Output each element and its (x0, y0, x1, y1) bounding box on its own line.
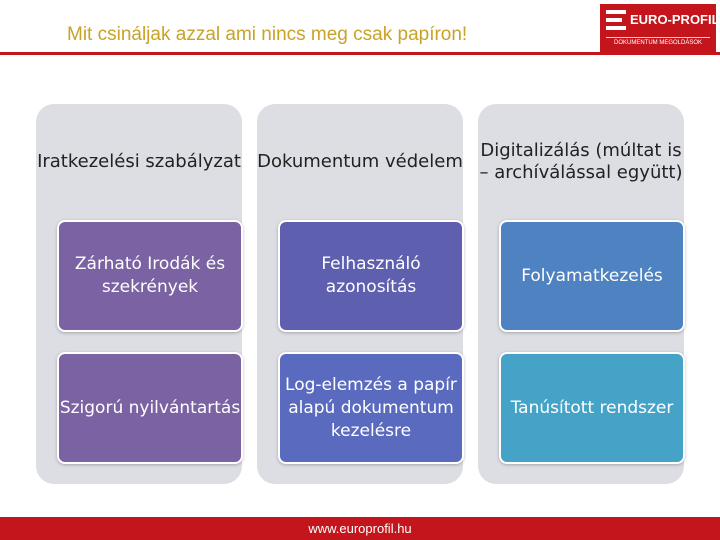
item-box-log-analysis: Log-elemzés a papír alapú dokumentum kezelésre (278, 352, 464, 464)
item-box-user-authentication: Felhasználó azonosítás (278, 220, 464, 332)
logo-name: EURO-PROFIL (630, 12, 720, 27)
column-heading-2: Dokumentum védelem (257, 151, 463, 172)
item-box-process-management: Folyamatkezelés (499, 220, 685, 332)
footer-url: www.europrofil.hu (308, 521, 412, 536)
euro-profil-logo (600, 4, 720, 52)
logo-tagline: DOKUMENTUM MEGOLDÁSOK (606, 37, 710, 46)
item-box-certified-system: Tanúsított rendszer (499, 352, 685, 464)
column-heading-3: Digitalizálás (múltat is – archíválással együtt) (479, 140, 683, 183)
item-box-strict-records: Szigorú nyilvántartás (57, 352, 243, 464)
page-title: Mit csináljak azzal ami nincs meg csak papíron! (67, 24, 468, 45)
header-divider (0, 52, 720, 55)
item-box-lockable-offices: Zárható Irodák és szekrények (57, 220, 243, 332)
logo-mark-icon (606, 10, 628, 30)
column-heading-1: Iratkezelési szabályzat (37, 151, 241, 172)
